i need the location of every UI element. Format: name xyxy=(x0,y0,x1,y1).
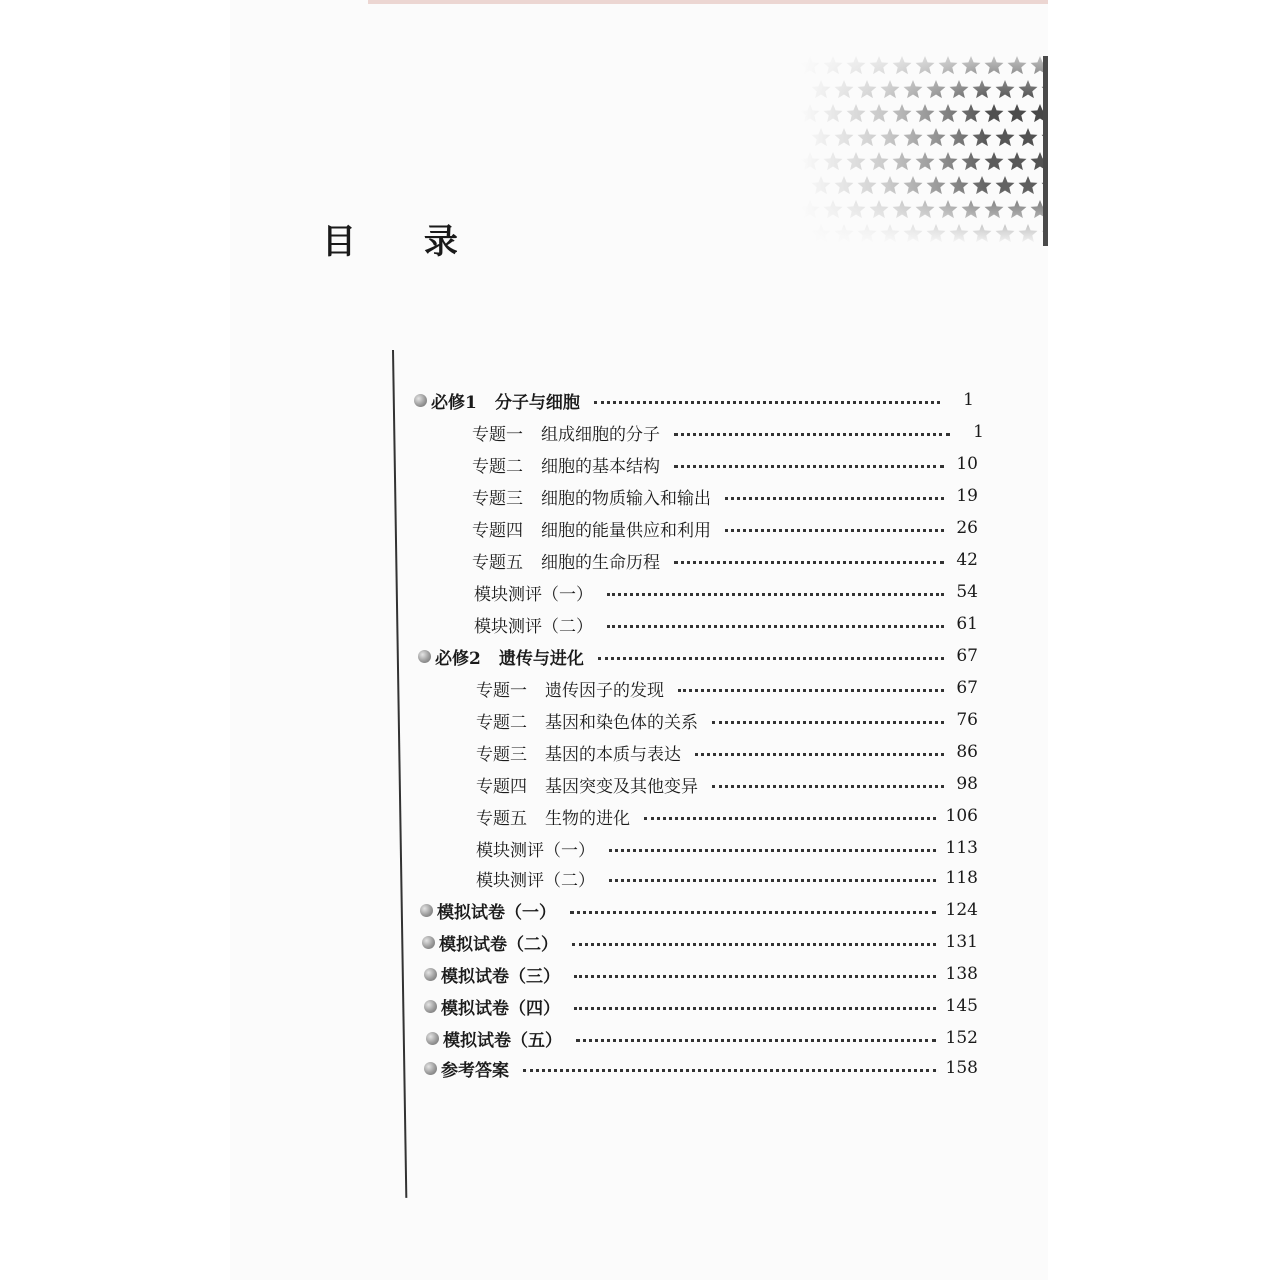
toc-entry-label: 模拟试卷（三） xyxy=(441,966,560,987)
toc-entry[interactable] xyxy=(472,482,978,510)
bullet-icon xyxy=(424,968,437,981)
toc-entry-label: 专题一 xyxy=(472,424,523,445)
toc-entry-title: 细胞的物质输入和输出 xyxy=(541,488,711,509)
toc-entry[interactable] xyxy=(476,802,978,830)
toc-entry-label: 专题三 xyxy=(476,744,527,765)
toc-entry-title: 组成细胞的分子 xyxy=(541,424,660,445)
toc-entry-title: 细胞的能量供应和利用 xyxy=(541,520,711,541)
toc-entry[interactable] xyxy=(476,674,978,702)
toc-page-number: 76 xyxy=(956,710,978,730)
toc-page-number: 42 xyxy=(956,550,978,570)
toc-entry-label: 模块测评（二） xyxy=(476,870,595,891)
page-title: 目 录 xyxy=(322,222,486,262)
bullet-icon xyxy=(426,1032,439,1045)
toc-page-number: 158 xyxy=(945,1058,978,1078)
dot-leader xyxy=(674,465,944,468)
toc-entry-label: 专题五 xyxy=(472,552,523,573)
toc-section-entry[interactable] xyxy=(422,928,978,956)
toc-entry-label: 专题四 xyxy=(476,776,527,797)
toc-entry[interactable] xyxy=(476,738,978,766)
dot-leader xyxy=(598,657,944,660)
bullet-icon xyxy=(420,904,433,917)
dot-leader xyxy=(695,753,944,756)
bullet-icon xyxy=(414,394,427,407)
toc-entry-label: 专题三 xyxy=(472,488,523,509)
toc-page-number: 106 xyxy=(945,806,978,826)
bullet-icon xyxy=(418,650,431,663)
toc-entry-title: 基因突变及其他变异 xyxy=(545,776,698,797)
toc-entry-label: 专题四 xyxy=(472,520,523,541)
toc-section-entry[interactable] xyxy=(426,1024,978,1052)
toc-entry[interactable] xyxy=(472,450,978,478)
toc-entry-label: 模拟试卷（五） xyxy=(443,1030,562,1051)
dot-leader xyxy=(644,817,936,820)
toc-page-number: 86 xyxy=(956,742,978,762)
toc-section-entry[interactable] xyxy=(424,992,978,1020)
dot-leader xyxy=(594,401,940,404)
dot-leader xyxy=(725,529,944,532)
toc-page-number: 61 xyxy=(956,614,978,634)
toc-entry-title: 细胞的基本结构 xyxy=(541,456,660,477)
toc-entry-label: 专题二 xyxy=(472,456,523,477)
toc-entry-label: 模拟试卷（二） xyxy=(439,934,558,955)
toc-entry[interactable] xyxy=(476,770,978,798)
toc-page-number: 131 xyxy=(945,932,978,952)
toc-entry-title: 基因的本质与表达 xyxy=(545,744,681,765)
toc-entry[interactable] xyxy=(476,706,978,734)
dot-leader xyxy=(712,721,944,724)
toc-entry-label: 参考答案 xyxy=(441,1060,509,1081)
toc-page-number: 98 xyxy=(956,774,978,794)
toc-entry-label: 模块测评（一） xyxy=(476,840,595,861)
toc-page-number: 152 xyxy=(945,1028,978,1048)
toc-page-number: 67 xyxy=(956,646,978,666)
dot-leader xyxy=(607,625,944,628)
toc-entry[interactable] xyxy=(476,834,978,862)
toc-entry-title: 遗传因子的发现 xyxy=(545,680,664,701)
toc-entry[interactable] xyxy=(474,578,978,606)
dot-leader xyxy=(523,1069,936,1072)
dot-leader xyxy=(570,911,936,914)
dot-leader xyxy=(674,433,950,436)
dot-leader xyxy=(712,785,944,788)
toc-section-entry[interactable] xyxy=(418,642,978,670)
toc-entry-label: 模块测评（二） xyxy=(474,616,593,637)
toc-entry-label: 模块测评（一） xyxy=(474,584,593,605)
toc-entry[interactable] xyxy=(472,514,978,542)
toc-page-number: 124 xyxy=(945,900,978,920)
toc-page-number: 118 xyxy=(945,868,978,888)
toc-page-number: 1 xyxy=(973,422,984,442)
bullet-icon xyxy=(422,936,435,949)
toc-entry-label: 专题二 xyxy=(476,712,527,733)
dot-leader xyxy=(574,1007,936,1010)
toc-page-number: 113 xyxy=(945,838,978,858)
dot-leader xyxy=(607,593,944,596)
toc-entry-title: 分子与细胞 xyxy=(494,392,580,413)
toc-page-number: 145 xyxy=(945,996,978,1016)
dot-leader xyxy=(725,497,944,500)
toc-page-number: 19 xyxy=(956,486,978,506)
toc-entry-title: 遗传与进化 xyxy=(498,648,584,669)
dot-leader xyxy=(576,1039,936,1042)
toc-entry-title: 细胞的生命历程 xyxy=(541,552,660,573)
dot-leader xyxy=(678,689,944,692)
toc-entry-label: 模拟试卷（四） xyxy=(441,998,560,1019)
toc-page-number: 1 xyxy=(963,390,974,410)
toc-entry-title: 基因和染色体的关系 xyxy=(545,712,698,733)
toc-page-number: 138 xyxy=(945,964,978,984)
toc-section-entry[interactable] xyxy=(424,1054,978,1082)
toc-entry-label: 模拟试卷（一） xyxy=(437,902,556,923)
dot-leader xyxy=(609,849,936,852)
toc-section-entry[interactable] xyxy=(414,386,974,414)
toc-entry[interactable] xyxy=(476,864,978,892)
toc-page-number: 54 xyxy=(956,582,978,602)
dot-leader xyxy=(674,561,944,564)
toc-page-number: 26 xyxy=(956,518,978,538)
toc-entry-label: 专题五 xyxy=(476,808,527,829)
toc-entry-label: 必修2 xyxy=(435,648,481,669)
dot-leader xyxy=(609,879,936,882)
bullet-icon xyxy=(424,1000,437,1013)
dot-leader xyxy=(572,943,936,946)
toc-page-number: 10 xyxy=(956,454,978,474)
toc-page-number: 67 xyxy=(956,678,978,698)
toc-entry-label: 必修1 xyxy=(431,392,477,413)
dot-leader xyxy=(574,975,936,978)
bullet-icon xyxy=(424,1062,437,1075)
toc-entry[interactable] xyxy=(472,418,984,446)
toc-section-entry[interactable] xyxy=(424,960,978,988)
toc-entry-title: 生物的进化 xyxy=(545,808,630,829)
toc-section-entry[interactable] xyxy=(420,896,978,924)
toc-entry[interactable] xyxy=(474,610,978,638)
toc-entry-label: 专题一 xyxy=(476,680,527,701)
toc-entry[interactable] xyxy=(472,546,978,574)
